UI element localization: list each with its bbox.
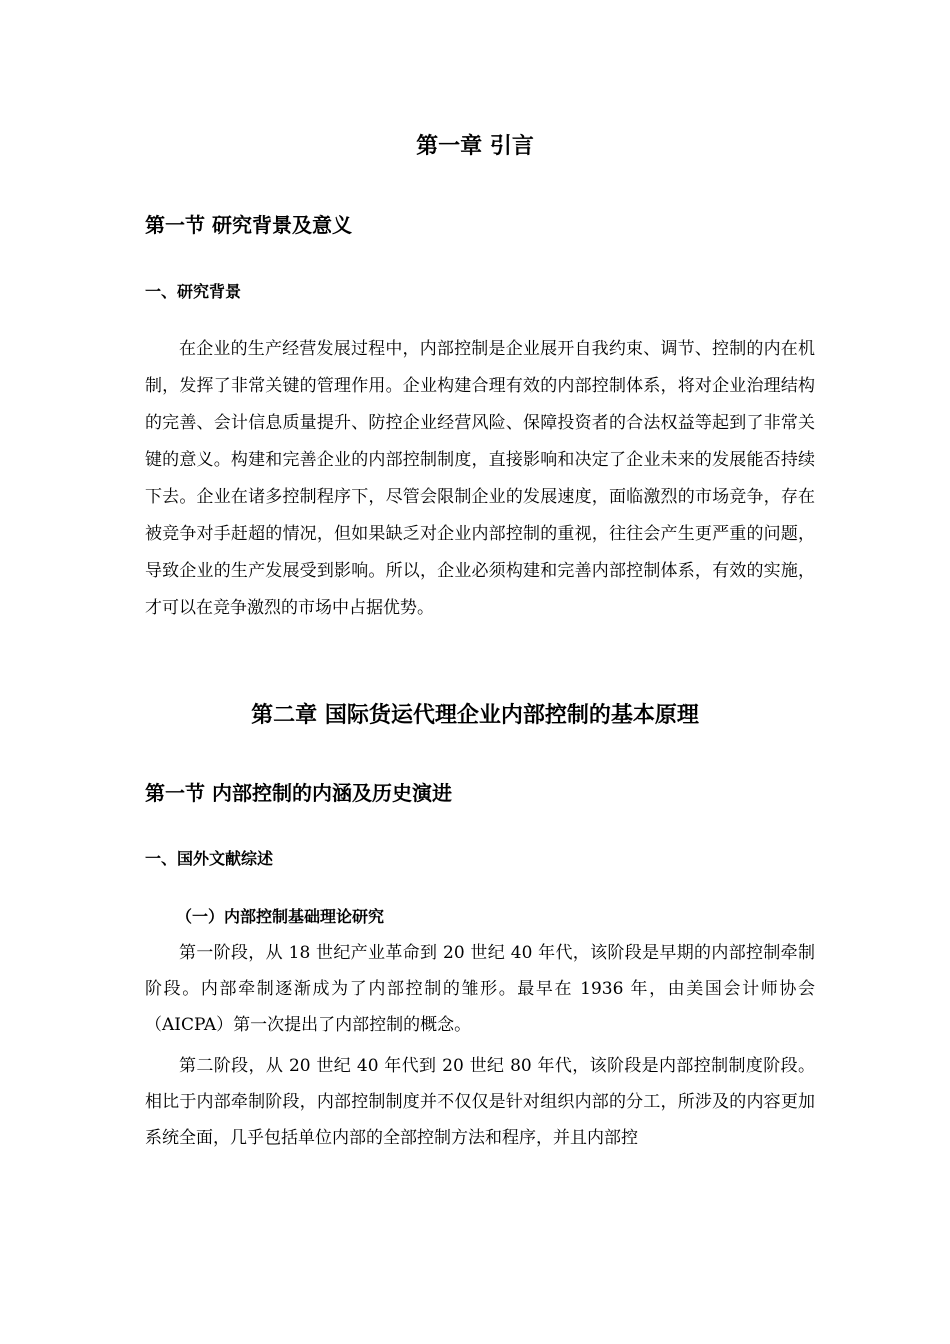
- research-background-paragraph: 在企业的生产经营发展过程中，内部控制是企业展开自我约束、调节、控制的内在机制，发挥了非常关键的管理作用。企业构建合理有效的内部控制体系，将对企业治理结构的完善、会计信息质量提升、防控企业经营风险、保障投资者的合法权益等起到了非常关键的意义。构建和完善企业的内部控制制度，直接影响和决定了企业未来的发展能否持续下去。企业在诸多控制程序下，尽管会限制企业的发展速度，面临激烈的市场竞争，存在被竞争对手赶超的情况，但如果缺乏对企业内部控制的重视，往往会产生更严重的问题，导致企业的生产发展受到影响。所以，企业必须构建和完善内部控制体系，有效的实施，才可以在竞争激烈的市场中占据优势。: [145, 339, 815, 618]
- foreign-literature-review-heading: 一、国外文献综述: [145, 849, 274, 868]
- chapter-2-section-1-title: 第一节 内部控制的内涵及历史演进: [145, 781, 452, 805]
- internal-control-theory-heading: （一）内部控制基础理论研究: [176, 907, 385, 926]
- chapter-1-title: 第一章 引言: [416, 134, 534, 159]
- research-background-heading: 一、研究背景: [145, 282, 242, 301]
- chapter-1-section-1-title: 第一节 研究背景及意义: [145, 213, 352, 237]
- chapter-2-title: 第二章 国际货运代理企业内部控制的基本原理: [251, 703, 699, 728]
- first-stage-paragraph: 第一阶段，从 18 世纪产业革命到 20 世纪 40 年代，该阶段是早期的内部控制牵制阶段。内部牵制逐渐成为了内部控制的雏形。最早在 1936 年，由美国会计师协会（AICPA）第一次提出了内部控制的概念。: [145, 943, 815, 1035]
- second-stage-paragraph: 第二阶段，从 20 世纪 40 年代到 20 世纪 80 年代，该阶段是内部控制制度阶段。相比于内部牵制阶段，内部控制制度并不仅仅是针对组织内部的分工，所涉及的内容更加系统全面，几乎包括单位内部的全部控制方法和程序，并且内部控: [145, 1056, 815, 1148]
